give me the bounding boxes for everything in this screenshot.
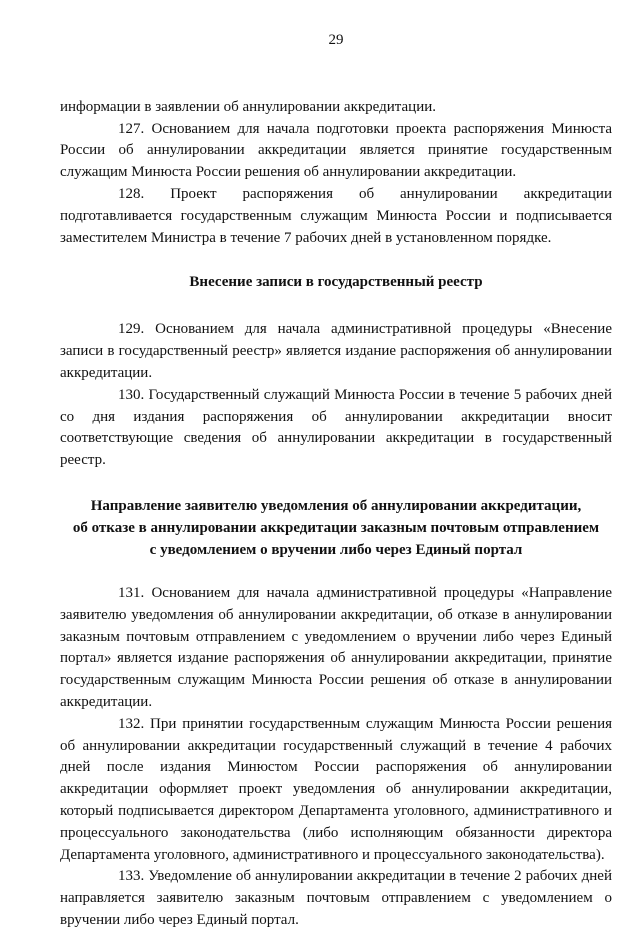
paragraph-131: 131. Основанием для начала административной процедуры «Направление заявителю уведомления об аннулировании аккредитации, об отказе в аннулировании заказным почтовым отправлением с уведомлением о вручении либо через Единый портал» является издание распоряжения об аннулировании аккредитации, принятие государственным служащим Минюста России решения об отказе в аннулировании аккредитации. — [60, 584, 612, 710]
section-heading-notice-line: об отказе в аннулировании аккредитации заказным почтовым отправлением — [72, 519, 600, 536]
section-heading-notice-line: Направление заявителю уведомления об аннулировании аккредитации, — [90, 497, 582, 514]
paragraph-132: 132. При принятии государственным служащим Минюста России решения об аннулировании аккредитации государственный служащий в течение 4 рабочих дней после издания Минюстом России распоряжения об аннулировании аккредитации оформляет проект уведомления об аннулировании аккредитации, который подписывается директором Департамента уголовного, административного и процессуального законодательства (либо исполняющим обязанности директора Департамента уголовного, административного и процессуального законодательства). — [60, 715, 612, 863]
paragraph-133: 133. Уведомление об аннулировании аккредитации в течение 2 рабочих дней направляется заявителю заказным почтовым отправлением с уведомлением о вручении либо через Единый портал. — [60, 868, 612, 928]
document-page — [60, 30, 612, 932]
paragraph-128: 128. Проект распоряжения об аннулировании аккредитации подготавливается государственным служащим Минюста России и подписывается заместителем Министра в течение 7 рабочих дней в установленном порядке. — [60, 185, 612, 246]
section-heading-registry: Внесение записи в государственный реестр — [189, 274, 483, 291]
paragraph-130: 130. Государственный служащий Минюста России в течение 5 рабочих дней со дня издания распоряжения об аннулировании аккредитации вносит соответствующие сведения об аннулировании аккредитации в государственный реестр. — [60, 386, 612, 469]
paragraph-127: 127. Основанием для начала подготовки проекта распоряжения Минюста России об аннулировании аккредитации является принятие государственным служащим Минюста России решения об аннулировании аккредитации. — [60, 120, 612, 181]
paragraph-129: 129. Основанием для начала административной процедуры «Внесение записи в государственный реестр» является издание распоряжения об аннулировании аккредитации. — [60, 321, 612, 381]
paragraph-continuation: информации в заявлении об аннулировании аккредитации. — [60, 98, 437, 115]
section-heading-notice — [60, 495, 612, 561]
section-heading-notice-line: с уведомлением о вручении либо через Единый портал — [149, 541, 523, 558]
page-number: 29 — [328, 32, 344, 48]
